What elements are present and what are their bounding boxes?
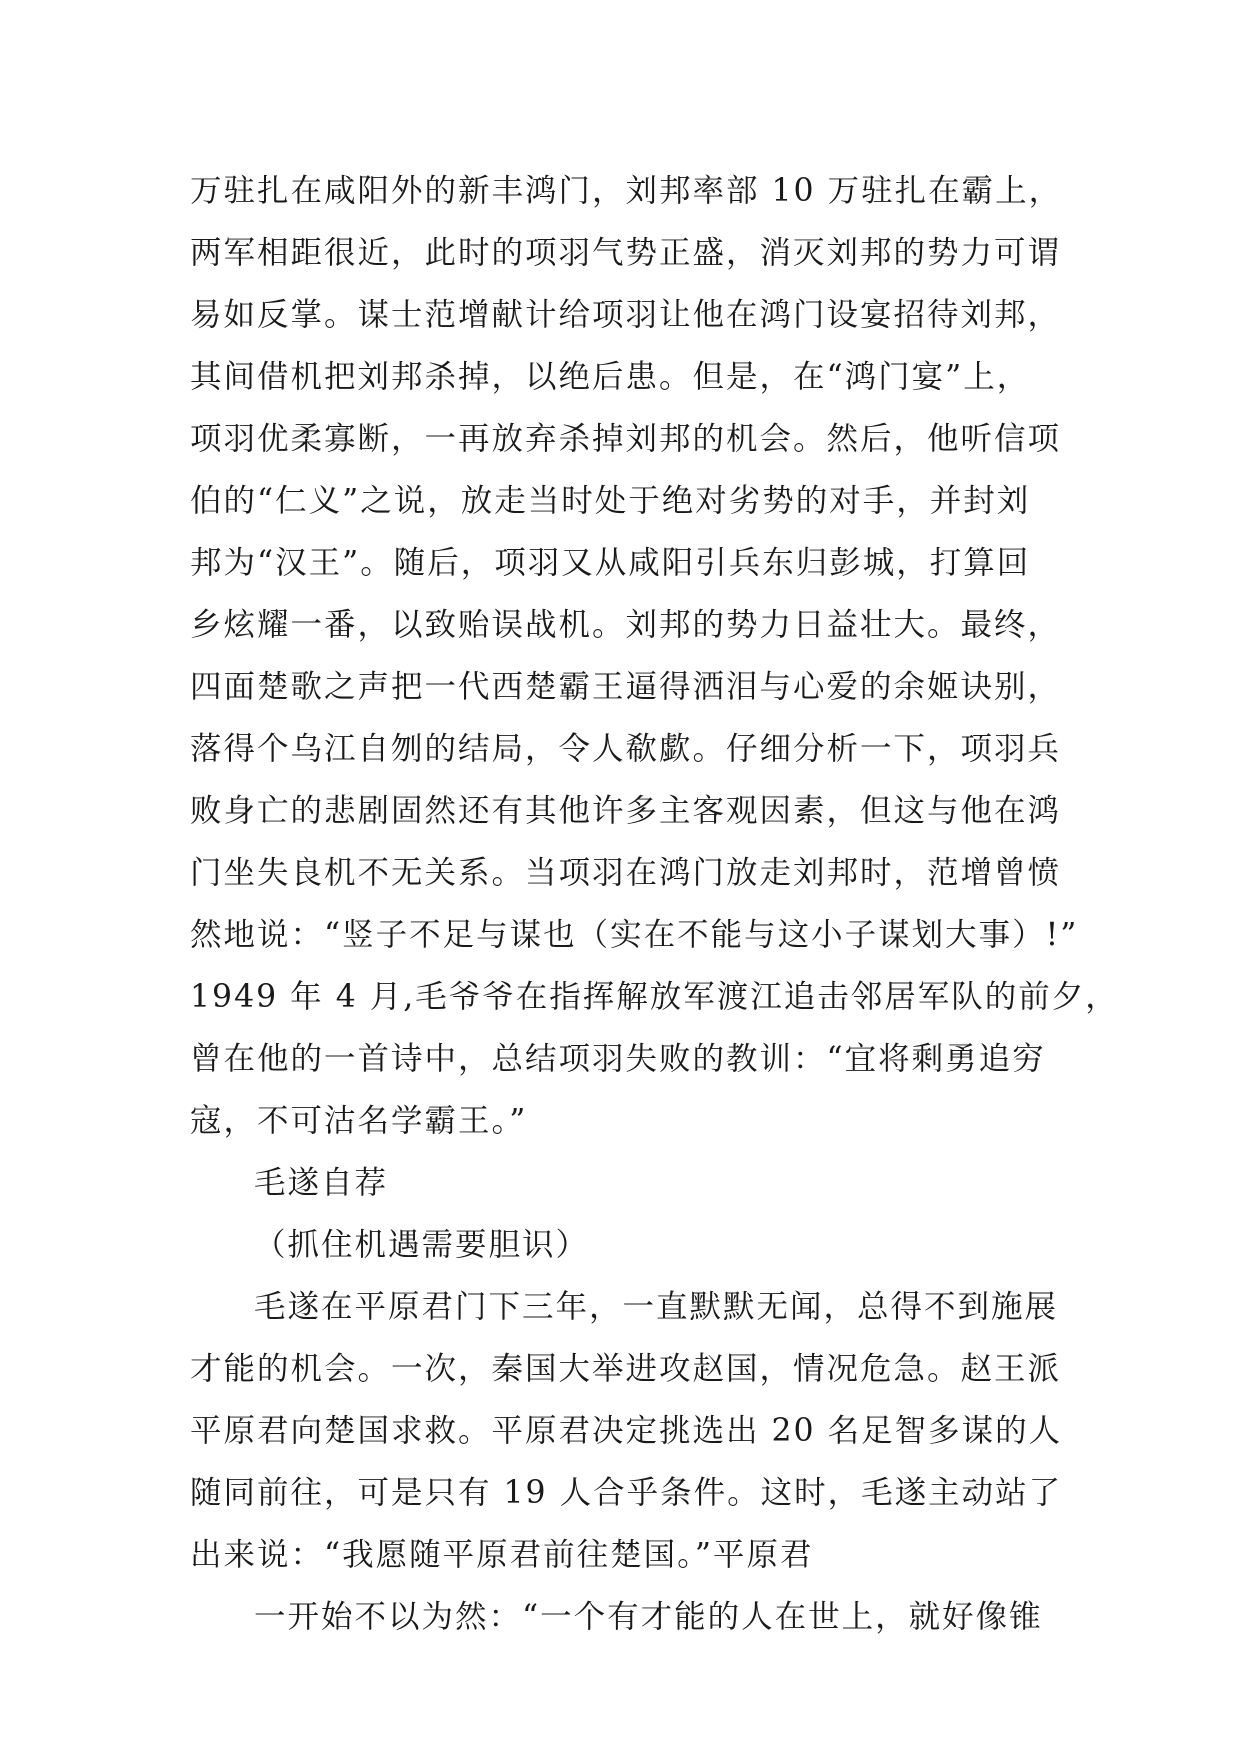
section-title: 毛遂自荐	[254, 1165, 389, 1201]
body-text-line: 两军相距很近，此时的项羽气势正盛，消灭刘邦的势力可谓	[190, 235, 1062, 271]
body-text-line: 败身亡的悲剧固然还有其他许多主客观因素，但这与他在鸿	[190, 793, 1062, 829]
body-text-line: 1949 年 4 月,毛爷爷在指挥解放军渡江追击邻居军队的前夕，	[190, 979, 1119, 1015]
body-text-line: 易如反掌。谋士范增献计给项羽让他在鸿门设宴招待刘邦，	[190, 297, 1062, 333]
body-text-line: 才能的机会。一次，秦国大举进攻赵国，情况危急。赵王派	[190, 1351, 1062, 1387]
body-text-line: 寇，不可沽名学霸王。”	[190, 1103, 528, 1139]
body-text-line: 随同前往，可是只有 19 人合乎条件。这时，毛遂主动站了	[190, 1475, 1063, 1511]
section-subtitle: （抓住机遇需要胆识）	[254, 1227, 590, 1263]
body-text-line: 乡炫耀一番，以致贻误战机。刘邦的势力日益壮大。最终，	[190, 607, 1062, 643]
body-text-line: 项羽优柔寡断，一再放弃杀掉刘邦的机会。然后，他听信项	[190, 421, 1062, 457]
body-text-line: 伯的“仁义”之说，放走当时处于绝对劣势的对手，并封刘	[190, 483, 1031, 519]
body-text-line: 出来说：“我愿随平原君前往楚国。”平原君	[190, 1537, 814, 1573]
body-text-line: 四面楚歌之声把一代西楚霸王逼得洒泪与心爱的余姬诀别，	[190, 669, 1062, 705]
body-text-line: 落得个乌江自刎的结局，令人欷歔。仔细分析一下，项羽兵	[190, 731, 1062, 767]
body-text-line: 毛遂在平原君门下三年，一直默默无闻，总得不到施展	[254, 1289, 1059, 1325]
body-text-line: 一开始不以为然：“一个有才能的人在世上，就好像锥	[254, 1599, 1043, 1635]
body-text-line: 其间借机把刘邦杀掉，以绝后患。但是，在“鸿门宴”上，	[190, 359, 1031, 395]
document-body	[190, 160, 1119, 1648]
body-text-line: 门坐失良机不无关系。当项羽在鸿门放走刘邦时，范增曾愤	[190, 855, 1062, 891]
body-text-line: 万驻扎在咸阳外的新丰鸿门，刘邦率部 10 万驻扎在霸上，	[190, 173, 1063, 209]
body-text-line: 曾在他的一首诗中，总结项羽失败的教训：“宜将剩勇追穷	[190, 1041, 1046, 1077]
body-text-line: 邦为“汉王”。随后，项羽又从咸阳引兵东归彭城，打算回	[190, 545, 1031, 581]
body-text-line: 然地说：“竖子不足与谋也（实在不能与这小子谋划大事）!”	[190, 917, 1079, 953]
body-text-line: 平原君向楚国求救。平原君决定挑选出 20 名足智多谋的人	[190, 1413, 1063, 1449]
